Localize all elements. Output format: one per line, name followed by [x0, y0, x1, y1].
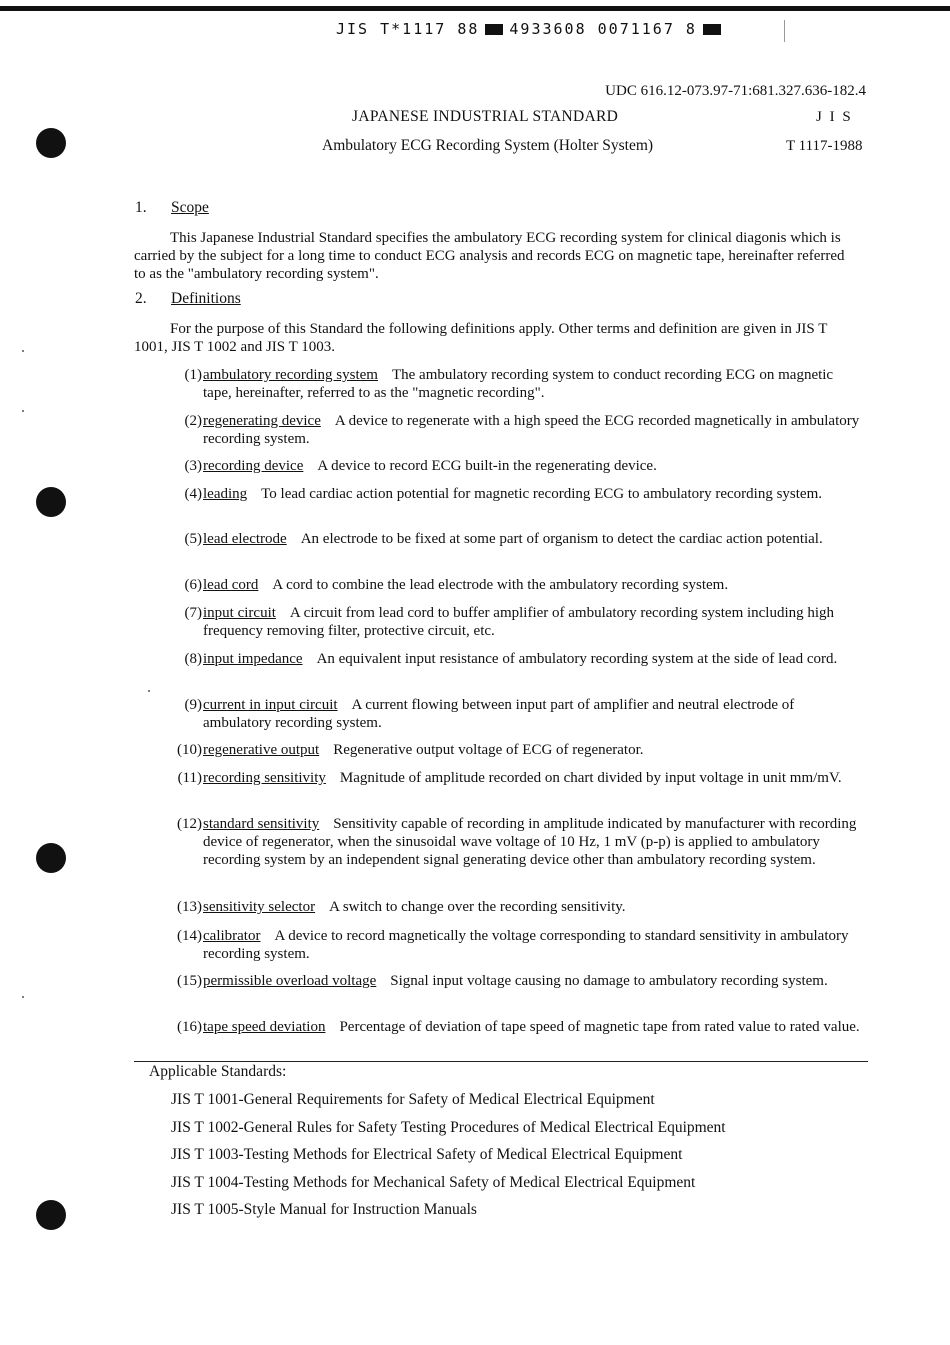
- definition-number: (10): [177, 742, 202, 758]
- definition-term: calibrator: [203, 928, 261, 944]
- punch-hole: [36, 1200, 66, 1230]
- applicable-standard-item: JIS T 1004-Testing Methods for Mechanical Safety of Medical Electrical Equipment: [171, 1174, 696, 1191]
- definition-item: [162, 576, 864, 594]
- jis-label: J I S: [816, 109, 853, 125]
- definitions-paragraph: For the purpose of this Standard the following definitions apply. Other terms and definition are given in JIS T 1001, JIS T 1002 and JIS T 1003.: [134, 321, 828, 355]
- definition-item: [162, 485, 864, 503]
- definition-term: recording device: [203, 458, 304, 474]
- definition-term: input impedance: [203, 651, 303, 667]
- udc-classification: UDC 616.12-073.97-71:681.327.636-182.4: [605, 83, 866, 99]
- standard-number: T 1117-1988: [786, 138, 863, 154]
- scan-speck: [22, 350, 24, 352]
- definition-number: (2): [184, 413, 202, 429]
- definition-term: lead electrode: [203, 531, 287, 547]
- definition-term: current in input circuit: [203, 697, 338, 713]
- section-definitions-heading: [135, 290, 241, 308]
- section-number: 2.: [135, 290, 147, 307]
- definition-number: (11): [177, 770, 202, 786]
- definition-term: lead cord: [203, 577, 259, 593]
- definition-term: recording sensitivity: [203, 770, 326, 786]
- definition-text: A device to record ECG built-in the regenerating device.: [317, 458, 657, 474]
- section-number: 1.: [135, 199, 147, 216]
- definition-item: [162, 927, 864, 963]
- definition-text: An electrode to be fixed at some part of organism to detect the cardiac action potential.: [300, 531, 823, 547]
- definition-term: ambulatory recording system: [203, 367, 378, 383]
- definition-item: [162, 650, 864, 668]
- document-subtitle: Ambulatory ECG Recording System (Holter System): [322, 137, 654, 154]
- definition-number: (12): [177, 816, 202, 832]
- definition-number: (9): [184, 697, 202, 713]
- definition-item: [162, 815, 864, 869]
- definition-text: The ambulatory recording system to conduct recording ECG on magnetic tape, hereinafter, referred to as the "magnetic recording".: [203, 367, 834, 401]
- definition-text: A current flowing between input part of amplifier and neutral electrode of ambulatory recording system.: [203, 697, 795, 731]
- definition-number: (8): [184, 651, 202, 667]
- scan-speck: [148, 690, 150, 692]
- code-block-mark: [703, 24, 721, 35]
- definition-text: Sensitivity capable of recording in amplitude indicated by manufacturer with recording device of regenerator, when the sinusoidal wave voltage of 10 Hz, 1 mV (p-p) is applied to ambulatory recording system by an independent signal generating device other than ambulatory recording system.: [203, 816, 857, 868]
- definition-item: [162, 898, 864, 916]
- standard-title: JAPANESE INDUSTRIAL STANDARD: [352, 108, 619, 125]
- definition-term: permissible overload voltage: [203, 973, 377, 989]
- definition-text: A cord to combine the lead electrode with the ambulatory recording system.: [272, 577, 729, 593]
- document-code: [336, 20, 727, 38]
- section-scope-heading: [135, 199, 209, 217]
- definition-number: (5): [184, 531, 202, 547]
- definition-term: regenerative output: [203, 742, 320, 758]
- definition-text: A device to regenerate with a high speed the ECG recorded magnetically in ambulatory recording system.: [203, 413, 860, 447]
- definition-number: (7): [184, 605, 202, 621]
- definition-term: leading: [203, 486, 248, 502]
- definition-text: An equivalent input resistance of ambulatory recording system at the side of lead cord.: [316, 651, 838, 667]
- definition-number: (16): [177, 1019, 202, 1035]
- definition-text: Signal input voltage causing no damage to ambulatory recording system.: [390, 973, 828, 989]
- definition-number: (6): [184, 577, 202, 593]
- definition-number: (4): [184, 486, 202, 502]
- definition-item: [162, 769, 864, 787]
- definition-item: [162, 696, 864, 732]
- code-middle: 4933608 0071167 8: [509, 20, 697, 38]
- footnote-divider: [134, 1061, 868, 1062]
- definition-term: tape speed deviation: [203, 1019, 326, 1035]
- code-block-mark: [485, 24, 503, 35]
- punch-hole: [36, 843, 66, 873]
- definition-number: (3): [184, 458, 202, 474]
- definition-item: [162, 741, 864, 759]
- applicable-standard-item: JIS T 1003-Testing Methods for Electrical Safety of Medical Electrical Equipment: [171, 1146, 683, 1163]
- definition-term: input circuit: [203, 605, 276, 621]
- section-title: Scope: [171, 199, 209, 216]
- definition-number: (15): [177, 973, 202, 989]
- definition-text: Percentage of deviation of tape speed of magnetic tape from rated value to rated value.: [339, 1019, 860, 1035]
- definition-number: (13): [177, 899, 202, 915]
- definition-term: regenerating device: [203, 413, 321, 429]
- applicable-standard-item: JIS T 1001-General Requirements for Safety of Medical Electrical Equipment: [171, 1091, 655, 1108]
- section-title: Definitions: [171, 290, 241, 307]
- scope-paragraph: This Japanese Industrial Standard specifies the ambulatory ECG recording system for clinical diagonis which is carried by the subject for a long time to conduct ECG analysis and records ECG on magnetic tape, hereinafter referred to as the "ambulatory recording system".: [134, 230, 845, 282]
- definition-text: A device to record magnetically the voltage corresponding to standard sensitivity in ambulatory recording system.: [203, 928, 849, 962]
- definition-term: standard sensitivity: [203, 816, 320, 832]
- punch-hole: [36, 487, 66, 517]
- definition-item: [162, 457, 864, 475]
- definition-text: A circuit from lead cord to buffer amplifier of ambulatory recording system including high frequency removing filter, protective circuit, etc.: [203, 605, 835, 639]
- definition-item: [162, 412, 864, 448]
- code-left: JIS T*1117 88: [336, 20, 480, 38]
- applicable-standard-item: JIS T 1005-Style Manual for Instruction Manuals: [171, 1201, 477, 1218]
- applicable-standards-heading: Applicable Standards:: [149, 1063, 287, 1080]
- definition-text: Magnitude of amplitude recorded on chart divided by input voltage in unit mm/mV.: [339, 770, 842, 786]
- definition-text: To lead cardiac action potential for magnetic recording ECG to ambulatory recording system.: [261, 486, 822, 502]
- definition-item: [162, 972, 864, 990]
- header-divider: [784, 20, 785, 42]
- applicable-standard-item: JIS T 1002-General Rules for Safety Testing Procedures of Medical Electrical Equipment: [171, 1119, 726, 1136]
- punch-hole: [36, 128, 66, 158]
- definition-item: [162, 530, 864, 548]
- definition-item: [162, 1018, 864, 1036]
- definition-number: (1): [184, 367, 202, 383]
- scan-speck: [22, 996, 24, 998]
- definition-term: sensitivity selector: [203, 899, 316, 915]
- definition-text: A switch to change over the recording sensitivity.: [329, 899, 626, 915]
- top-border: [0, 6, 950, 11]
- definition-item: [162, 366, 864, 402]
- definition-item: [162, 604, 864, 640]
- definition-text: Regenerative output voltage of ECG of regenerator.: [333, 742, 644, 758]
- scan-speck: [22, 410, 24, 412]
- definition-number: (14): [177, 928, 202, 944]
